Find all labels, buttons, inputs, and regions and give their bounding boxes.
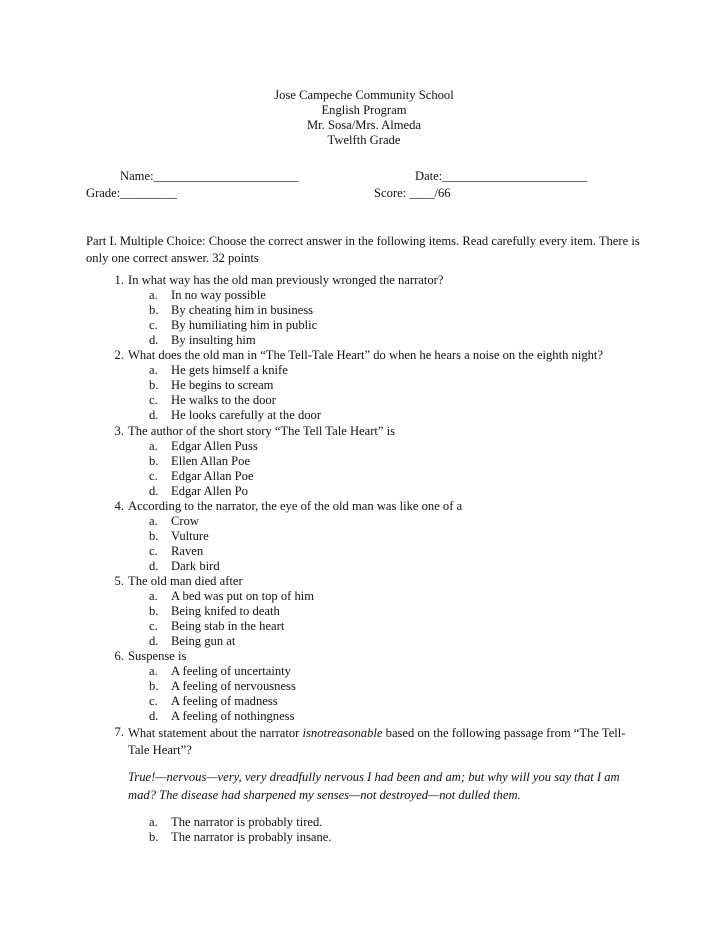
option-text: Edgar Allan Poe (171, 469, 254, 483)
school-name: Jose Campeche Community School (274, 88, 454, 102)
option-text: A feeling of uncertainty (171, 664, 291, 678)
option-text: By cheating him in business (171, 303, 314, 317)
part-one-instructions: Part I. Multiple Choice: Choose the correct answer in the following items. Read carefully every item. There is only one correct answer. 32 points (86, 234, 640, 265)
program-name: English Program (321, 103, 407, 117)
quoted-passage: True!—nervous—very, very dreadfully nervous I had been and am; but why will you say that I am mad? The disease had sharpened my senses—not destroyed—not dulled them. (128, 770, 620, 802)
option-letter: b. (149, 454, 159, 468)
question-text: What does the old man in “The Tell-Tale Heart” do when he hears a noise on the eighth night? (128, 348, 604, 362)
question-text: The author of the short story “The Tell Tale Heart” is (128, 424, 396, 438)
option-text: By humiliating him in public (171, 318, 318, 332)
option-text: The narrator is probably insane. (171, 830, 332, 844)
option-text: He looks carefully at the door (171, 408, 322, 422)
question-number: 2. (114, 348, 124, 362)
option-text: He gets himself a knife (171, 363, 288, 377)
question-text: In what way has the old man previously wronged the narrator? (128, 273, 444, 287)
question-number: 6. (114, 649, 124, 663)
option-letter: b. (149, 378, 159, 392)
question-text: What statement about the narrator isnotreasonable based on the following passage from “The Tell-Tale Heart”? (128, 726, 626, 757)
option-text: Ellen Allan Poe (171, 454, 251, 468)
option-letter: d. (149, 333, 159, 347)
question-number: 3. (114, 424, 124, 438)
name-field: Name:_______________________ (120, 169, 299, 183)
option-letter: a. (149, 363, 158, 377)
option-text: Raven (171, 544, 204, 558)
option-text: Crow (171, 514, 199, 528)
date-field: Date:_______________________ (415, 169, 588, 183)
option-text: Edgar Allen Puss (171, 439, 258, 453)
option-letter: d. (149, 634, 159, 648)
option-letter: a. (149, 288, 158, 302)
option-letter: d. (149, 559, 159, 573)
grade-level: Twelfth Grade (327, 133, 401, 147)
option-letter: c. (149, 469, 158, 483)
option-letter: d. (149, 484, 159, 498)
option-text: Edgar Allen Po (171, 484, 248, 498)
option-letter: a. (149, 664, 158, 678)
question-text: According to the narrator, the eye of the old man was like one of a (128, 499, 463, 513)
option-text: In no way possible (171, 288, 266, 302)
option-text: A feeling of nervousness (171, 679, 296, 693)
option-text: Being knifed to death (171, 604, 280, 618)
option-letter: a. (149, 514, 158, 528)
option-text: Dark bird (171, 559, 220, 573)
option-text: A feeling of nothingness (171, 709, 295, 723)
option-letter: b. (149, 604, 159, 618)
option-letter: b. (149, 303, 159, 317)
teacher-names: Mr. Sosa/Mrs. Almeda (306, 118, 422, 132)
option-text: The narrator is probably tired. (171, 815, 323, 829)
option-letter: b. (149, 679, 159, 693)
option-text: He begins to scream (171, 378, 274, 392)
option-letter: c. (149, 318, 158, 332)
option-text: A bed was put on top of him (171, 589, 315, 603)
option-text: Vulture (171, 529, 209, 543)
option-letter: c. (149, 619, 158, 633)
option-letter: b. (149, 529, 159, 543)
question-text: The old man died after (128, 574, 243, 588)
question-number: 4. (114, 499, 124, 513)
question-number: 5. (114, 574, 124, 588)
option-letter: d. (149, 408, 159, 422)
option-letter: c. (149, 694, 158, 708)
option-text: Being gun at (171, 634, 236, 648)
option-text: He walks to the door (171, 393, 276, 407)
question-text: Suspense is (128, 649, 187, 663)
option-text: A feeling of madness (171, 694, 278, 708)
option-text: Being stab in the heart (171, 619, 285, 633)
score-field: Score: ____/66 (374, 186, 451, 200)
question-number: 1. (114, 273, 124, 287)
option-letter: a. (149, 815, 158, 829)
option-letter: b. (149, 830, 159, 844)
grade-field: Grade:_________ (86, 186, 177, 200)
option-text: By insulting him (171, 333, 256, 347)
option-letter: a. (149, 589, 158, 603)
option-letter: c. (149, 544, 158, 558)
option-letter: a. (149, 439, 158, 453)
option-letter: c. (149, 393, 158, 407)
option-letter: d. (149, 709, 159, 723)
question-number: 7. (114, 725, 124, 739)
